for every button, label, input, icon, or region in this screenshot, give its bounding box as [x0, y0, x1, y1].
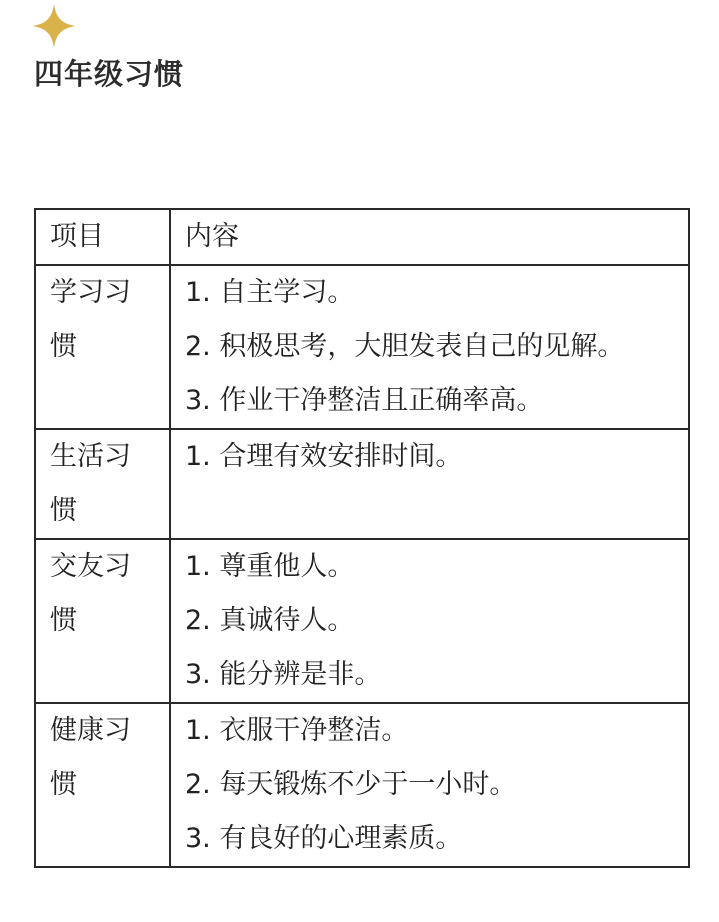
- header-content: 内容: [170, 209, 689, 265]
- content-line: 1. 尊重他人。: [185, 551, 355, 582]
- page-title: 四年级习惯: [34, 57, 185, 91]
- row-content: [170, 703, 689, 867]
- content-line: 2. 真诚待人。: [185, 605, 355, 636]
- row-content: [170, 429, 689, 539]
- header-item: 项目: [35, 209, 170, 265]
- content-line: 1. 衣服干净整洁。: [185, 715, 409, 746]
- content-line: 1. 自主学习。: [185, 277, 355, 308]
- table-row: [35, 703, 689, 867]
- habits-table: [34, 208, 690, 868]
- row-item: 交友习惯: [35, 539, 170, 703]
- content-line: 3. 能分辨是非。: [185, 659, 382, 690]
- table-row: [35, 265, 689, 429]
- table-header-row: [35, 209, 689, 265]
- content-line: 3. 作业干净整洁且正确率高。: [185, 385, 544, 416]
- content-line: 3. 有良好的心理素质。: [185, 823, 463, 854]
- row-content: [170, 539, 689, 703]
- content-line: 2. 每天锻炼不少于一小时。: [185, 769, 517, 800]
- row-content: [170, 265, 689, 429]
- sparkle-icon: [30, 2, 78, 50]
- row-item: 健康习惯: [35, 703, 170, 867]
- table-row: [35, 539, 689, 703]
- table-row: [35, 429, 689, 539]
- row-item: 生活习惯: [35, 429, 170, 539]
- content-line: 1. 合理有效安排时间。: [185, 441, 463, 472]
- row-item: 学习习惯: [35, 265, 170, 429]
- content-line: 2. 积极思考，大胆发表自己的见解。: [185, 331, 625, 362]
